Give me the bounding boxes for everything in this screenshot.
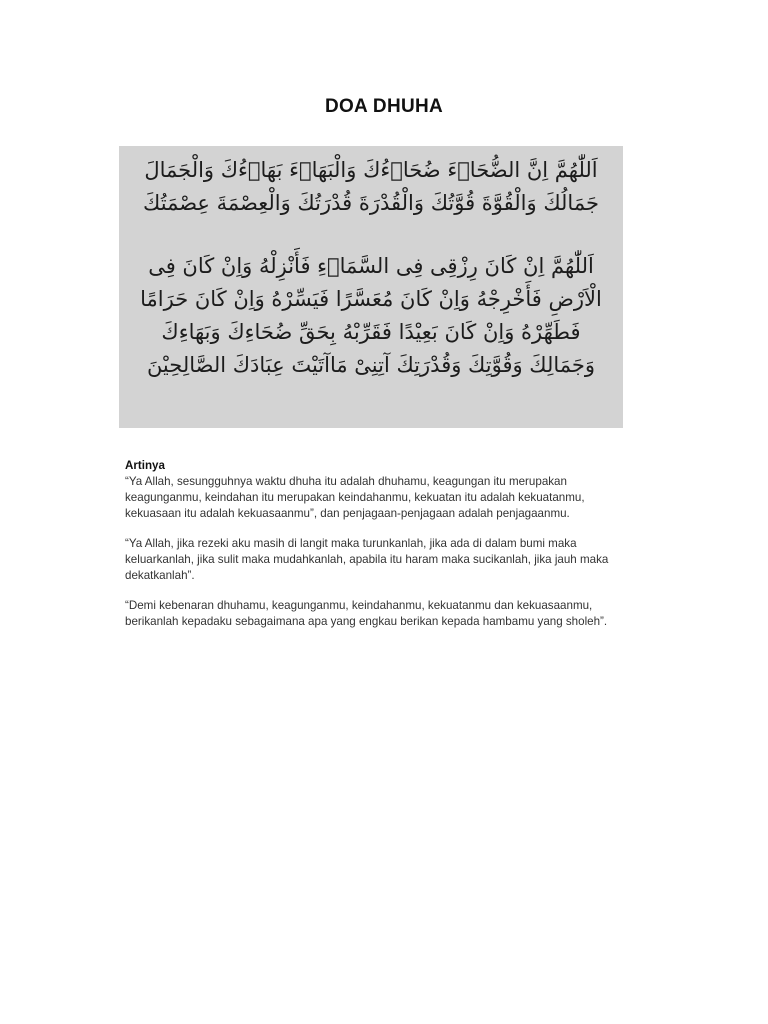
arabic-paragraph-2: اَللّٰهُمَّ اِنْ كَانَ رِزْقِى فِى السَّمَاۤءِ فَأَنْزِلْهُ وَاِنْ كَانَ فِى الْاَرْضِ فَأَخْرِجْهُ وَاِنْ كَانَ مُعَسَّرًا فَيَسِّرْهُ وَاِنْ كَانَ حَرَامًا فَطَهِّرْهُ وَاِنْ كَانَ بَعِيْدًا فَقَرِّبْهُ بِحَقِّ ضُحَاءِكَ وَبَهَاءِكَ وَجَمَالِكَ وَقُوَّتِكَ وَقُدْرَتِكَ آتِنِىْ مَاآتَيْتَ عِبَادَكَ الصَّالِحِيْنَ	[140, 254, 602, 377]
translation-heading: Artinya	[125, 459, 165, 472]
arabic-paragraph-1: اَللّٰهُمَّ اِنَّ الضُّحَاۤءَ ضُحَاۤءُكَ وَالْبَهَاۤءَ بَهَاۤءُكَ وَالْجَمَالَ جَمَالُكَ وَالْقُوَّةَ قُوَّتُكَ وَالْقُدْرَةَ قُدْرَتُكَ وَالْعِصْمَةَ عِصْمَتُكَ	[143, 158, 599, 215]
page-title: DOA DHUHA	[324, 96, 444, 117]
translation-section	[125, 458, 625, 644]
arabic-text-box	[119, 146, 623, 428]
translation-paragraph-2: “Ya Allah, jika rezeki aku masih di langit maka turunkanlah, jika ada di dalam bumi maka keluarkanlah, jika sulit maka mudahkanlah, apabila itu haram maka sucikanlah, jika jauh maka dekatkanlah”.	[125, 537, 609, 582]
translation-paragraph-3: “Demi kebenaran dhuhamu, keagunganmu, keindahanmu, kekuatanmu dan kekuasaanmu, berikanlah kepadaku sebagaimana apa yang engkau berikan kepada hambamu yang sholeh”.	[125, 599, 608, 628]
translation-paragraph-1: “Ya Allah, sesungguhnya waktu dhuha itu adalah dhuhamu, keagungan itu merupakan keagunganmu, keindahan itu merupakan keindahanmu, kekuatan itu adalah kekuatanmu, kekuasaan itu adalah kekuasaanmu”, dan penjagaan-penjagaan adalah penjagaanmu.	[125, 475, 585, 520]
